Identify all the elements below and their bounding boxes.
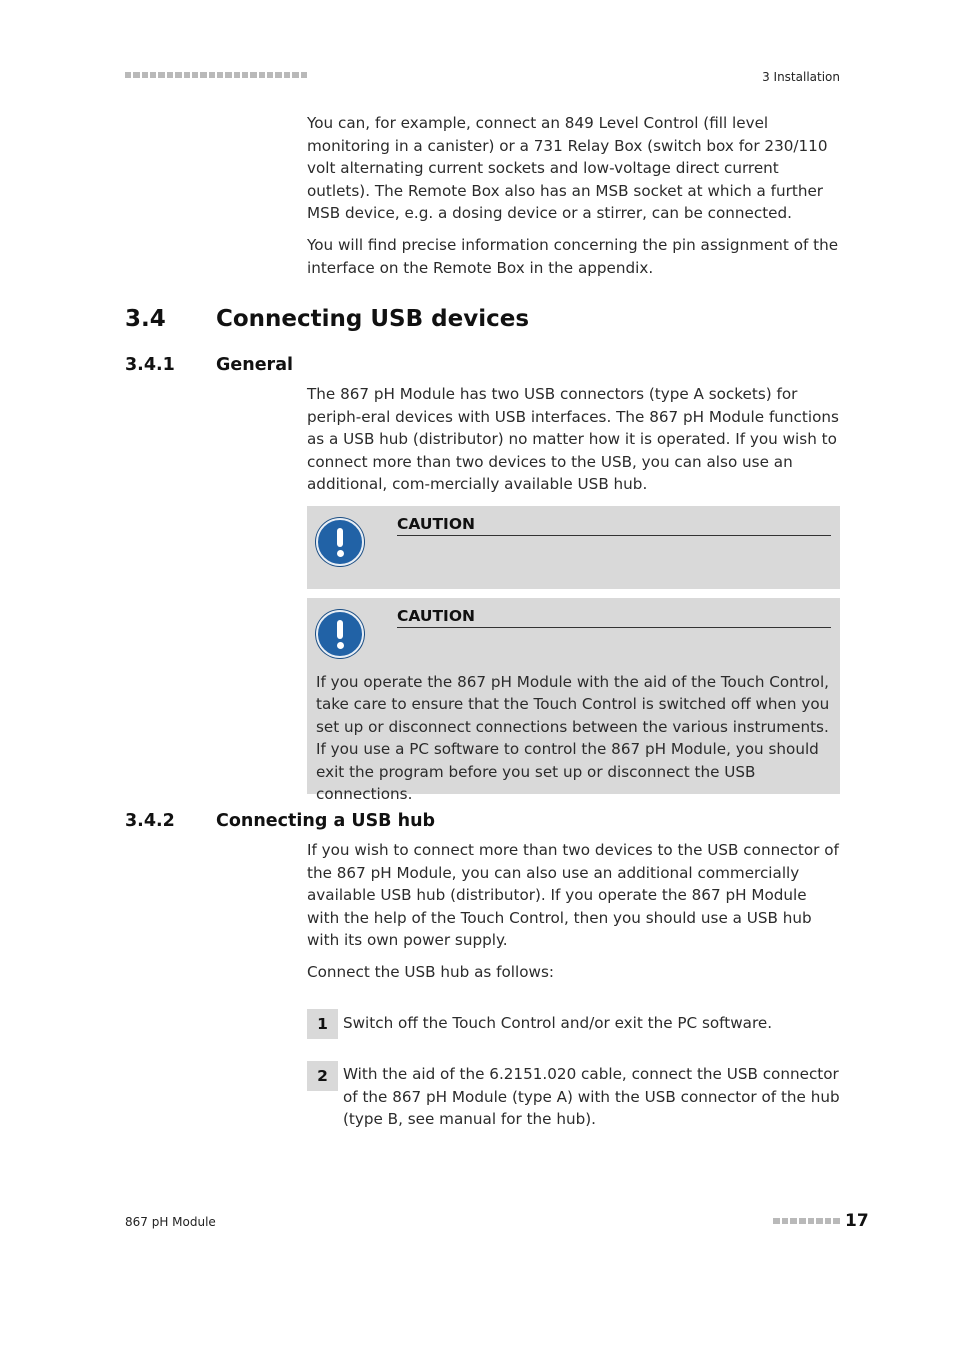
caution-text: If you operate the 867 pH Module with the aid of the Touch Control, take care to ensure that the Touch Control is switched off when you set up or disconnect connections between the various instruments. If you use a PC software to control the 867 pH Module, you should exit the program before you set up or disconnect the USB connections. (316, 673, 830, 804)
caution-box-2 (307, 598, 840, 804)
subsection-general-heading (125, 355, 293, 375)
footer-decoration (773, 1218, 840, 1224)
step-number: 2 (307, 1061, 338, 1091)
subsection-title: Connecting a USB hub (216, 811, 436, 831)
caution-title: CAUTION (397, 515, 831, 536)
hub-paragraph: If you wish to connect more than two devices to the USB connector of the 867 pH Module, you can also use an additional commercially available USB hub (distributor). If you operate the 867 pH Module with the help of the Touch Control, then you should use a USB hub with its own power supply. (307, 841, 839, 949)
caution-box-1 (307, 506, 840, 589)
general-paragraph: The 867 pH Module has two USB connectors (type A sockets) for periph-eral devices with USB interfaces. The 867 pH Module functions as a USB hub (distributor) no matter how it is operated. If you wish to connect more than two devices to the USB, you can also use an additional, com-mercially available USB hub. (307, 385, 839, 493)
caution-title: CAUTION (397, 607, 831, 628)
footer-product: 867 pH Module (125, 1215, 216, 1229)
subsection-number: 3.4.2 (125, 811, 175, 831)
section-number: 3.4 (125, 306, 166, 332)
subsection-title: General (216, 355, 293, 375)
intro-paragraph-1: You can, for example, connect an 849 Level Control (fill level monitoring in a canister) or a 731 Relay Box (switch box for 230/110 volt alternating current sockets and low-voltage direct current outlets). The Remote Box also has an MSB socket at which a further MSB device, e.g. a dosing device or a stirrer, can be connected. (307, 114, 828, 222)
section-title: Connecting USB devices (216, 306, 530, 332)
header-chapter: 3 Installation (762, 70, 840, 84)
section-heading (125, 306, 529, 332)
subsection-hub-heading (125, 811, 435, 831)
step-number: 1 (307, 1009, 338, 1039)
intro-paragraph-2: You will find precise information concerning the pin assignment of the interface on the Remote Box in the appendix. (307, 236, 839, 277)
hub-lead: Connect the USB hub as follows: (307, 963, 554, 981)
step-text: Switch off the Touch Control and/or exit the PC software. (343, 1014, 773, 1032)
header-decoration (125, 72, 307, 78)
subsection-number: 3.4.1 (125, 355, 175, 375)
exclamation-icon (316, 518, 364, 566)
exclamation-icon (316, 610, 364, 658)
page-number: 17 (845, 1211, 869, 1231)
step-text: With the aid of the 6.2151.020 cable, connect the USB connector of the 867 pH Module (type A) with the USB connector of the hub (type B, see manual for the hub). (343, 1065, 840, 1128)
